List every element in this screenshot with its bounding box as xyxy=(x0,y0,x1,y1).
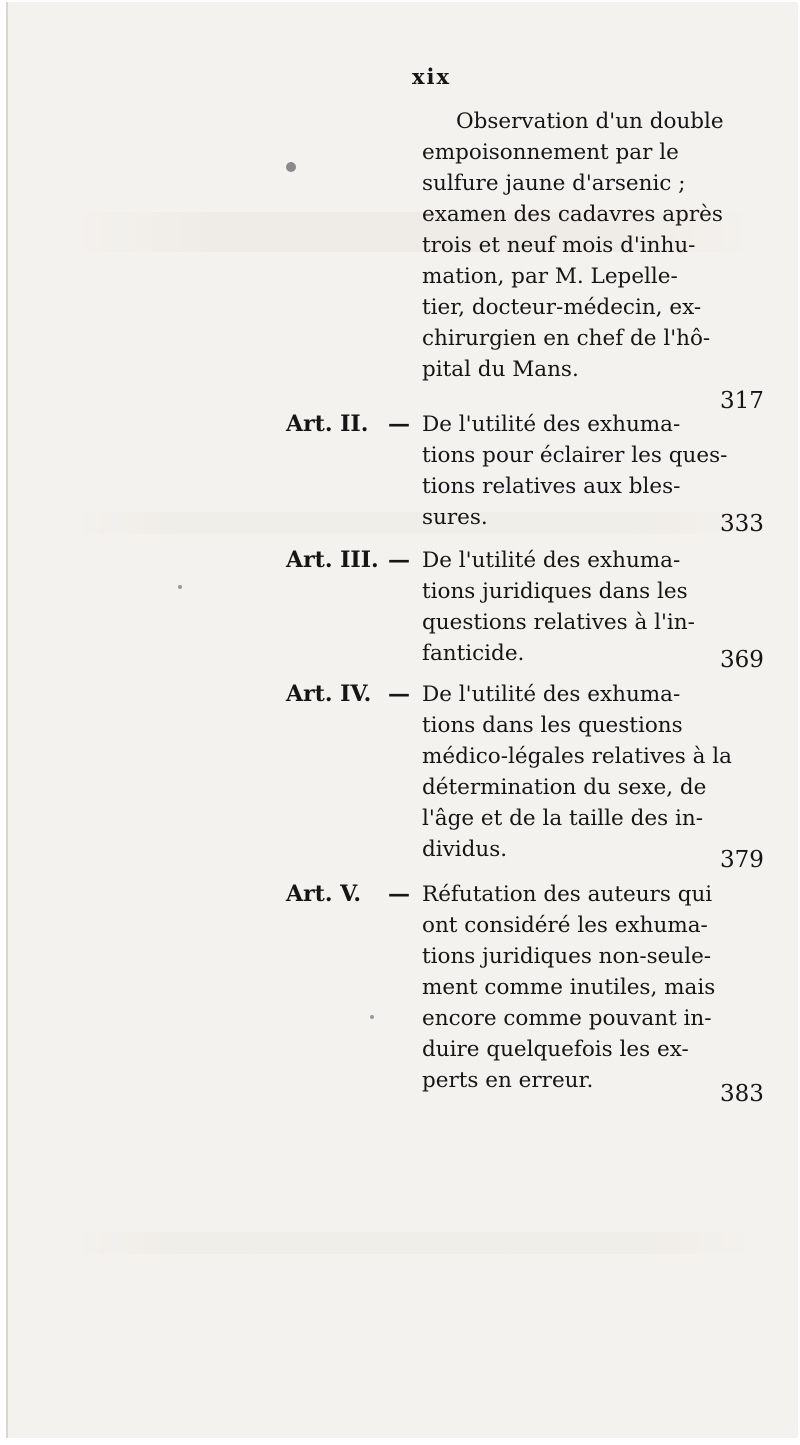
text-line: ment comme inutiles, mais xyxy=(422,975,716,1000)
text-line: dividus. xyxy=(422,837,508,862)
text-line: sulfure jaune d'arsenic ; xyxy=(422,171,686,196)
entry-text xyxy=(422,409,728,533)
text-line: ont considéré les exhuma- xyxy=(422,913,708,938)
article-label: Art. II. xyxy=(286,411,369,437)
text-line: duire quelquefois les ex- xyxy=(422,1037,689,1062)
article-label: Art. III. xyxy=(286,547,379,573)
dash-separator: — xyxy=(388,681,410,707)
article-label: Art. V. xyxy=(286,881,362,907)
text-line: mation, par M. Lepelle- xyxy=(422,264,678,289)
text-line: examen des cadavres après xyxy=(422,202,723,227)
text-line: tions juridiques non-seule- xyxy=(422,944,712,969)
paper-speck xyxy=(178,585,182,589)
text-line: empoisonnement par le xyxy=(422,140,679,165)
dash-separator: — xyxy=(388,411,410,437)
text-line: fanticide. xyxy=(422,641,525,666)
text-line: chirurgien en chef de l'hô- xyxy=(422,326,711,351)
text-line: tions pour éclairer les ques- xyxy=(422,443,728,468)
text-line: tions juridiques dans les xyxy=(422,579,688,604)
text-line: Observation d'un double xyxy=(456,109,724,134)
article-label: Art. IV. xyxy=(286,681,372,707)
text-line: trois et neuf mois d'inhu- xyxy=(422,233,696,258)
text-line: détermination du sexe, de xyxy=(422,775,707,800)
text-line: pital du Mans. xyxy=(422,357,579,382)
entry-text xyxy=(422,106,724,385)
text-line: perts en erreur. xyxy=(422,1068,594,1093)
page-reference: 383 xyxy=(720,1081,764,1107)
text-line: l'âge et de la taille des in- xyxy=(422,806,703,831)
entry-text xyxy=(422,679,732,865)
text-line: De l'utilité des exhuma- xyxy=(422,412,681,437)
paper-speck xyxy=(370,1015,374,1019)
page-reference: 369 xyxy=(720,647,764,673)
dash-separator: — xyxy=(388,881,410,907)
entry-text xyxy=(422,545,712,669)
book-page xyxy=(6,2,798,1438)
entry-text xyxy=(422,879,716,1096)
page-reference: 379 xyxy=(720,847,764,873)
dash-separator: — xyxy=(388,547,410,573)
text-line: questions relatives à l'in- xyxy=(422,610,695,635)
text-line: De l'utilité des exhuma- xyxy=(422,548,681,573)
page-reference: 317 xyxy=(720,388,764,414)
paper-speck xyxy=(286,162,296,172)
text-line: médico-légales relatives à la xyxy=(422,744,732,769)
bleed-through-shadow xyxy=(68,1232,758,1254)
text-line: tions relatives aux bles- xyxy=(422,474,681,499)
text-line: Réfutation des auteurs qui xyxy=(422,882,713,907)
text-line: tions dans les questions xyxy=(422,713,683,738)
text-line: encore comme pouvant in- xyxy=(422,1006,712,1031)
page-reference: 333 xyxy=(720,511,764,537)
text-line: tier, docteur-médecin, ex- xyxy=(422,295,702,320)
text-line: De l'utilité des exhuma- xyxy=(422,682,681,707)
page-number: xix xyxy=(412,64,452,89)
text-line: sures. xyxy=(422,505,488,530)
